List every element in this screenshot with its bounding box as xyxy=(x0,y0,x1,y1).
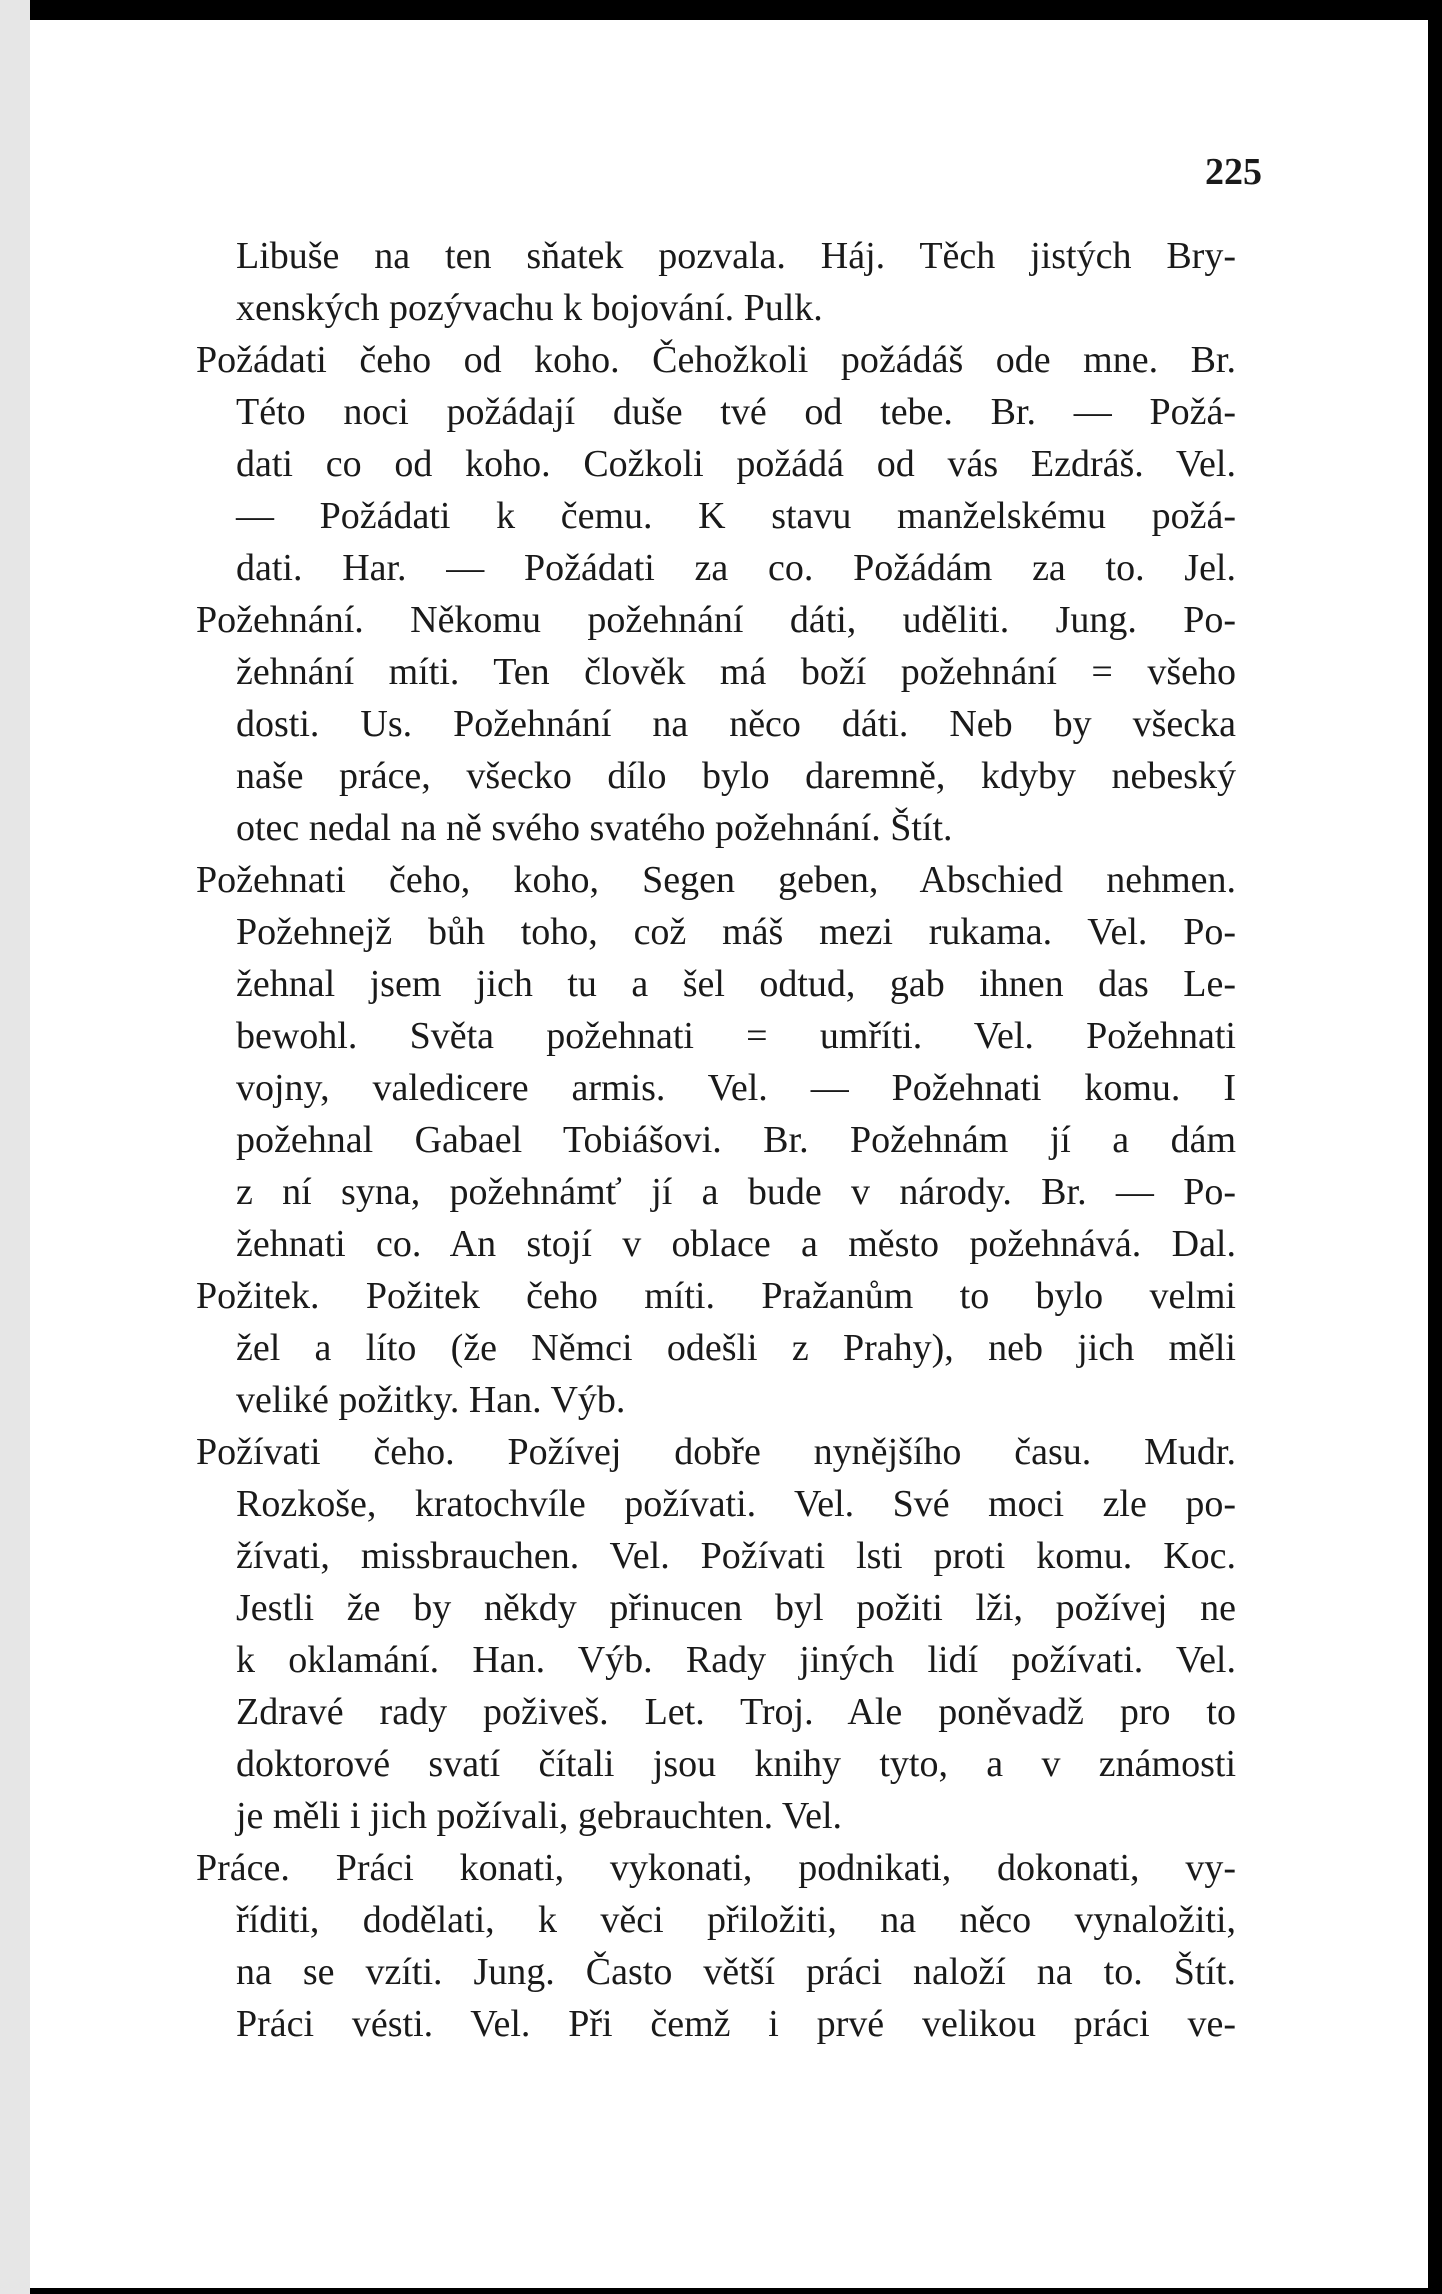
text-line: požehnal Gabael Tobiášovi. Br. Požehnám jí a dám xyxy=(236,1119,1236,1161)
right-page-edge xyxy=(1428,0,1442,2294)
dictionary-text xyxy=(166,230,1236,2050)
text-line: říditi, dodělati, k věci přiložiti, na něco vynaložiti, xyxy=(236,1899,1236,1941)
text-line: Zdravé rady poživeš. Let. Troj. Ale poněvadž pro to xyxy=(236,1691,1236,1733)
text-line: z ní syna, požehnámť jí a bude v národy. Br. — Po- xyxy=(236,1171,1236,1213)
text-line: žehnati co. An stojí v oblace a město požehnává. Dal. xyxy=(236,1223,1236,1265)
entry-headword-line: Požitek. Požitek čeho míti. Pražanům to bylo velmi xyxy=(196,1275,1236,1317)
text-line: dati. Har. — Požádati za co. Požádám za to. Jel. xyxy=(236,547,1236,589)
entry-headword-line: Požehnati čeho, koho, Segen geben, Abschied nehmen. xyxy=(196,859,1236,901)
text-line: veliké požitky. Han. Výb. xyxy=(236,1379,626,1421)
text-line: bewohl. Světa požehnati = umříti. Vel. Požehnati xyxy=(236,1015,1236,1057)
text-line: doktorové svatí čítali jsou knihy tyto, a v známosti xyxy=(236,1743,1236,1785)
left-page-edge xyxy=(0,0,30,2294)
text-line: žehnal jsem jich tu a šel odtud, gab ihnen das Le- xyxy=(236,963,1236,1005)
text-line: dati co od koho. Cožkoli požádá od vás Ezdráš. Vel. xyxy=(236,443,1236,485)
text-line: Této noci požádají duše tvé od tebe. Br. — Požá- xyxy=(236,391,1236,433)
entry-headword-line: Práce. Práci konati, vykonati, podnikati, dokonati, vy- xyxy=(196,1847,1236,1889)
text-line: dosti. Us. Požehnání na něco dáti. Neb by všecka xyxy=(236,703,1236,745)
entry-headword-line: Požádati čeho od koho. Čehožkoli požádáš ode mne. Br. xyxy=(196,339,1236,381)
text-line: Jestli že by někdy přinucen byl požiti lži, požívej ne xyxy=(236,1587,1236,1629)
entry-headword-line: Požívati čeho. Požívej dobře nynějšího času. Mudr. xyxy=(196,1431,1236,1473)
text-line: vojny, valedicere armis. Vel. — Požehnati komu. I xyxy=(236,1067,1236,1109)
page-number: 225 xyxy=(1205,151,1262,193)
text-line: k oklamání. Han. Výb. Rady jiných lidí požívati. Vel. xyxy=(236,1639,1236,1681)
text-line: Požehnejž bůh toho, což máš mezi rukama. Vel. Po- xyxy=(236,911,1236,953)
text-line: je měli i jich požívali, gebrauchten. Vel. xyxy=(236,1795,843,1837)
text-line: Libuše na ten sňatek pozvala. Háj. Těch jistých Bry- xyxy=(236,235,1236,277)
text-line: — Požádati k čemu. K stavu manželskému požá- xyxy=(236,495,1236,537)
text-line: žívati, missbrauchen. Vel. Požívati lsti proti komu. Koc. xyxy=(236,1535,1236,1577)
text-line: žehnání míti. Ten člověk má boží požehnání = všeho xyxy=(236,651,1236,693)
text-line: žel a líto (že Němci odešli z Prahy), neb jich měli xyxy=(236,1327,1236,1369)
text-line: Práci vésti. Vel. Při čemž i prvé velikou práci ve- xyxy=(236,2003,1236,2045)
text-line: na se vzíti. Jung. Často větší práci naloží na to. Štít. xyxy=(236,1951,1236,1993)
text-line: Rozkoše, kratochvíle požívati. Vel. Své moci zle po- xyxy=(236,1483,1236,1525)
text-line: xenských pozývachu k bojování. Pulk. xyxy=(236,287,823,329)
text-line: naše práce, všecko dílo bylo daremně, kdyby nebeský xyxy=(236,755,1236,797)
text-line: otec nedal na ně svého svatého požehnání. Štít. xyxy=(236,807,953,849)
entry-headword-line: Požehnání. Někomu požehnání dáti, uděliti. Jung. Po- xyxy=(196,599,1236,641)
